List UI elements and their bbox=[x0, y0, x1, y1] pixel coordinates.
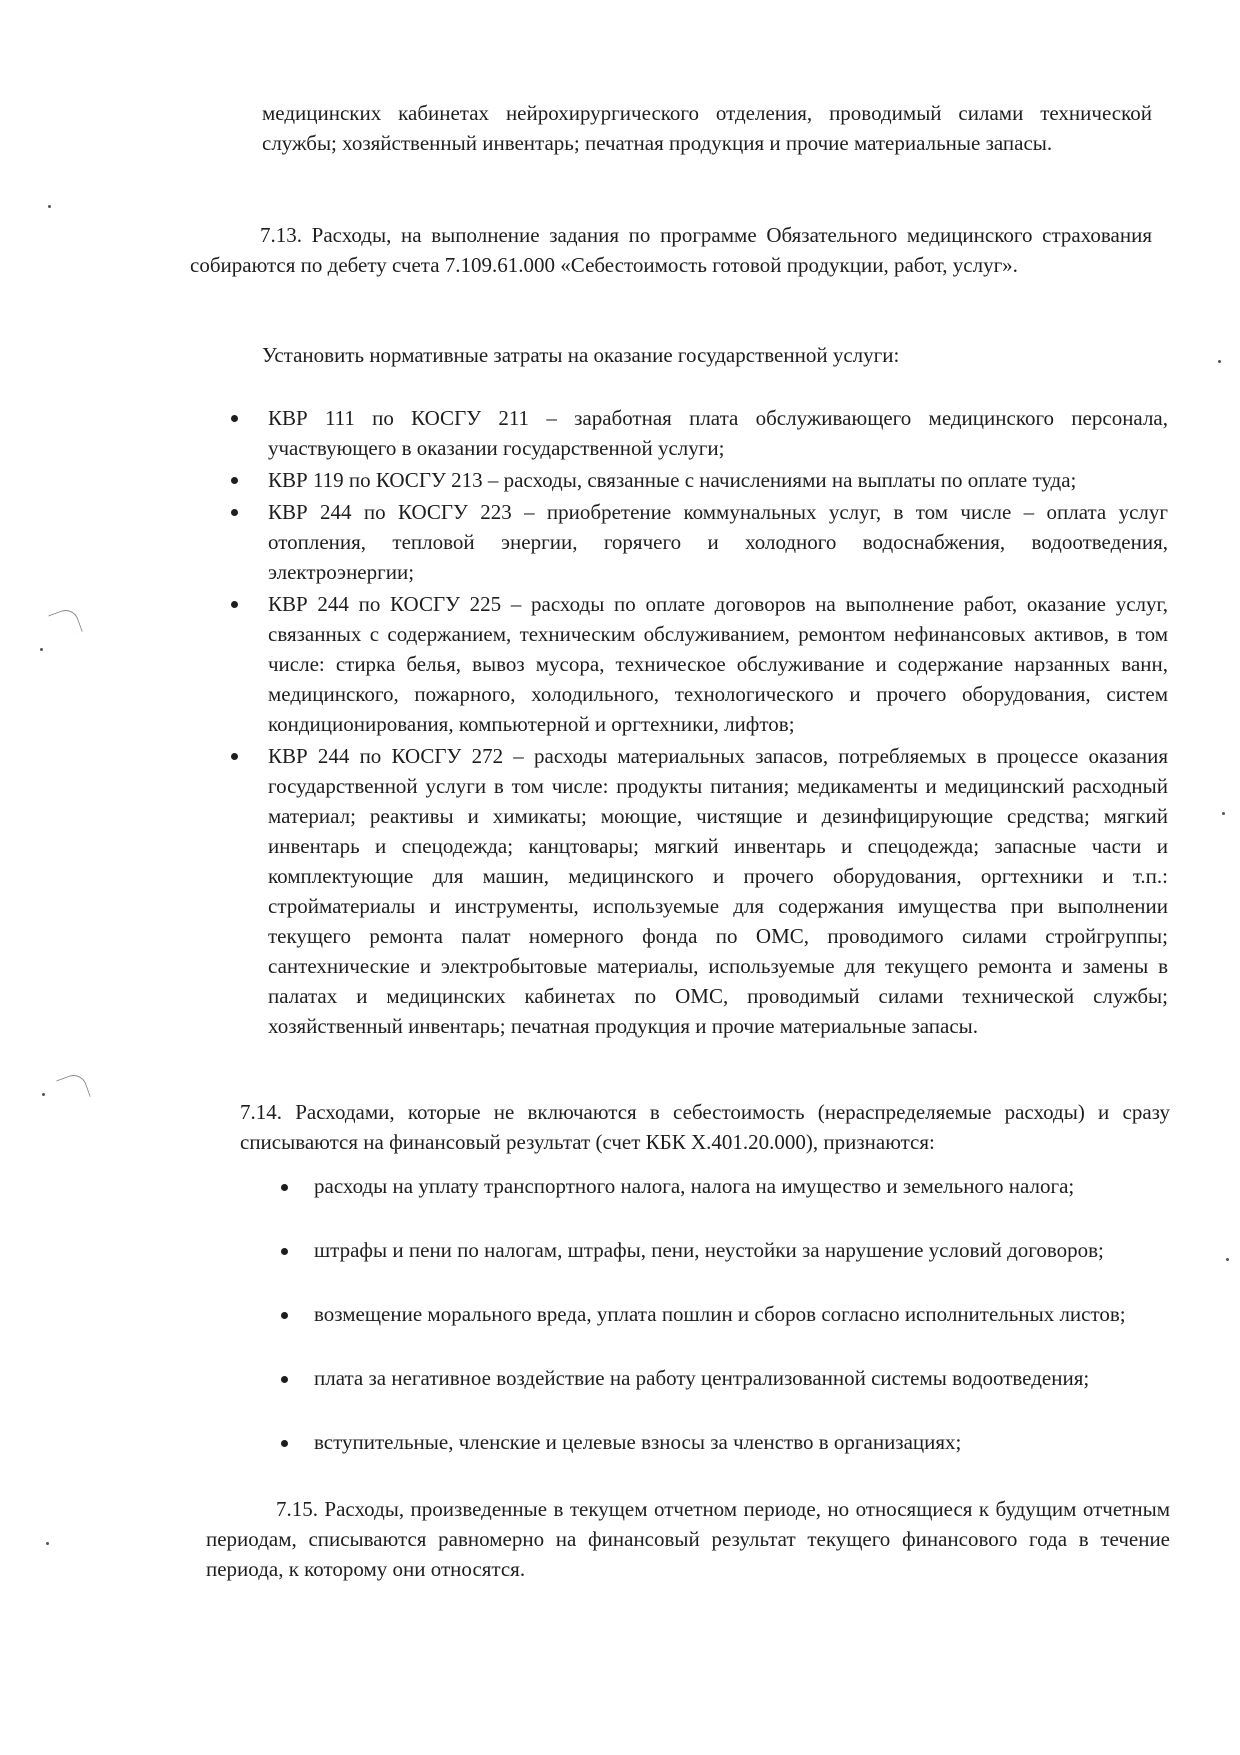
list-item: возмещение морального вреда, уплата пошлин и сборов согласно исполнительных листов; bbox=[314, 1300, 1170, 1328]
bullet-icon bbox=[281, 1440, 288, 1447]
section-7-13-paragraph: 7.13. Расходы, на выполнение задания по программе Обязательного медицинского страхования собираются по дебету счета 7.109.61.000 «Себестоимость готовой продукции, работ, услуг». bbox=[190, 223, 1152, 277]
non-allocated-expenses-list bbox=[314, 1172, 1170, 1492]
scan-speck bbox=[1222, 812, 1225, 815]
bullet-icon bbox=[281, 1248, 288, 1255]
list-item: вступительные, членские и целевые взносы за членство в организациях; bbox=[314, 1428, 1170, 1456]
punch-hole-mark bbox=[48, 606, 83, 641]
section-7-13-subheading: Установить нормативные затраты на оказание государственной услуги: bbox=[262, 343, 900, 367]
bullet-icon bbox=[231, 477, 238, 484]
scan-speck bbox=[40, 648, 43, 651]
bullet-icon bbox=[281, 1184, 288, 1191]
list-item: КВР 119 по КОСГУ 213 – расходы, связанные с начислениями на выплаты по оплате туда; bbox=[268, 465, 1168, 495]
bullet-icon bbox=[231, 601, 238, 608]
list-item: расходы на уплату транспортного налога, налога на имущество и земельного налога; bbox=[314, 1172, 1170, 1200]
punch-hole-mark bbox=[56, 1071, 91, 1106]
bullet-icon bbox=[231, 509, 238, 516]
section-7-14-paragraph: 7.14. Расходами, которые не включаются в себестоимость (нераспределяемые расходы) и сразу списываются на финансовый результат (счет КБК Х.401.20.000), признаются: bbox=[240, 1100, 1170, 1154]
list-item: штрафы и пени по налогам, штрафы, пени, неустойки за нарушение условий договоров; bbox=[314, 1236, 1170, 1264]
list-item: плата за негативное воздействие на работу централизованной системы водоотведения; bbox=[314, 1364, 1170, 1392]
scan-speck bbox=[42, 1093, 45, 1096]
bullet-icon bbox=[281, 1312, 288, 1319]
list-item: КВР 244 по КОСГУ 223 – приобретение коммунальных услуг, в том числе – оплата услуг отопления, тепловой энергии, горячего и холодного водоснабжения, водоотведения, электроэнергии; bbox=[268, 497, 1168, 587]
normative-costs-list bbox=[268, 403, 1168, 1043]
list-item: КВР 244 по КОСГУ 272 – расходы материальных запасов, потребляемых в процессе оказания государственной услуги в том числе: продукты питания; медикаменты и медицинский расходный материал; реактивы и химикаты; моющие, чистящие и дезинфицирующие средства; мягкий инвентарь и спецодежда; канцтовары; мягкий инвентарь и спецодежда; запасные части и комплектующие для машин, медицинского и прочего оборудования, оргтехники и т.п.: стройматериалы и инструменты, используемые для содержания имущества при выполнении текущего ремонта палат номерного фонда по ОМС, проводимого силами стройгруппы; сантехнические и электробытовые материалы, используемые для текущего ремонта и замены в палатах и медицинских кабинетах по ОМС, проводимый силами технической службы; хозяйственный инвентарь; печатная продукция и прочие материальные запасы. bbox=[268, 741, 1168, 1041]
intro-paragraph: медицинских кабинетах нейрохирургического отделения, проводимый силами технической службы; хозяйственный инвентарь; печатная продукция и прочие материальные запасы. bbox=[262, 101, 1152, 155]
scan-speck bbox=[1226, 1258, 1229, 1261]
scan-speck bbox=[1218, 360, 1221, 363]
bullet-icon bbox=[231, 753, 238, 760]
scan-speck bbox=[48, 205, 51, 208]
section-7-15-paragraph: 7.15. Расходы, произведенные в текущем отчетном периоде, но относящиеся к будущим отчетным периодам, списываются равномерно на финансовый результат текущего финансового года в течение периода, к которому они относятся. bbox=[206, 1497, 1170, 1581]
list-item: КВР 244 по КОСГУ 225 – расходы по оплате договоров на выполнение работ, оказание услуг, связанных с содержанием, техническим обслуживанием, ремонтом нефинансовых активов, в том числе: стирка белья, вывоз мусора, техническое обслуживание и содержание нарзанных ванн, медицинского, пожарного, холодильного, технологического и прочего оборудования, систем кондиционирования, компьютерной и оргтехники, лифтов; bbox=[268, 589, 1168, 739]
bullet-icon bbox=[231, 415, 238, 422]
scan-speck bbox=[46, 1542, 49, 1545]
bullet-icon bbox=[281, 1376, 288, 1383]
list-item: КВР 111 по КОСГУ 211 – заработная плата обслуживающего медицинского персонала, участвующего в оказании государственной услуги; bbox=[268, 403, 1168, 463]
